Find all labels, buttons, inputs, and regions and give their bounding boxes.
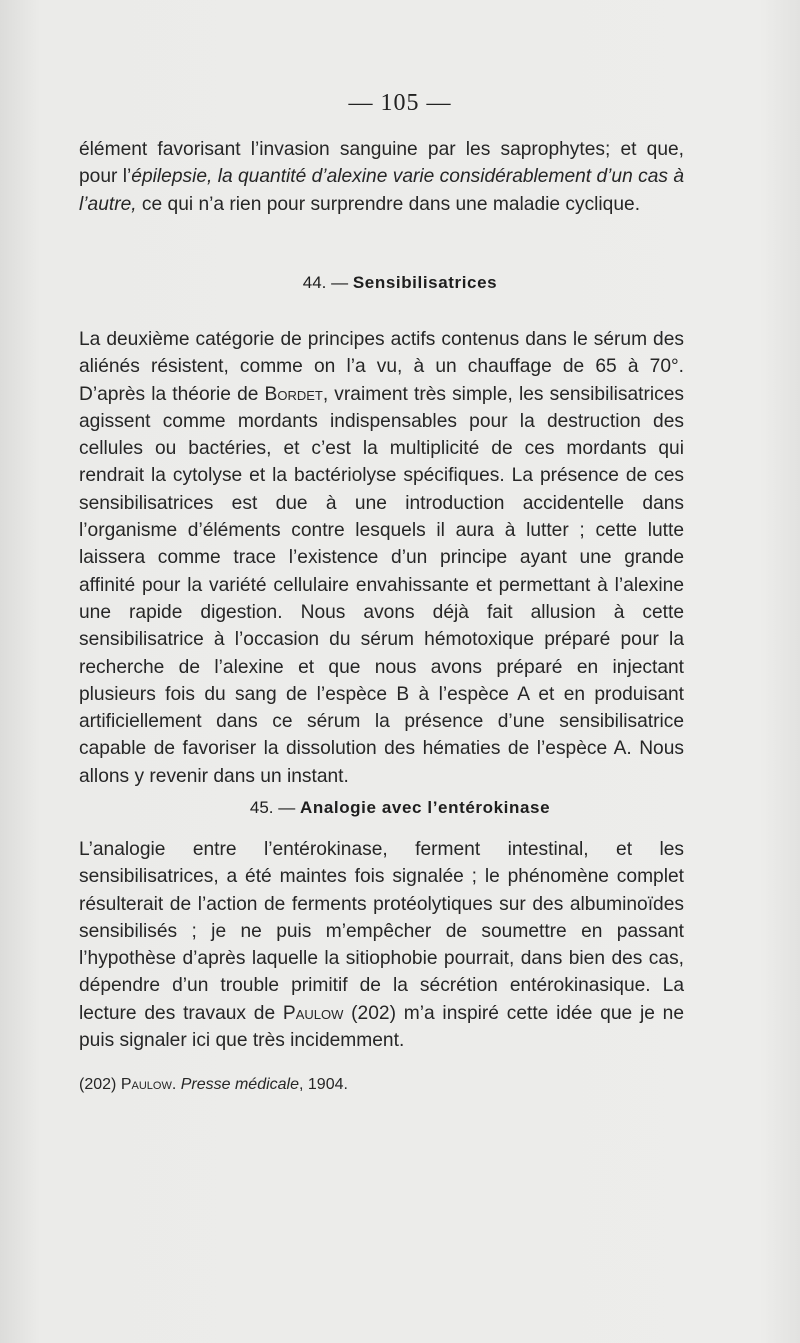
section-45-title: Analogie avec l’entérokinase	[299, 798, 551, 817]
paragraph-3-author: Paulow	[282, 1002, 344, 1024]
paragraph-2	[79, 326, 684, 790]
footnote-author: Paulow	[120, 1076, 172, 1093]
paragraph-1-text-a: élément favorisant l’invasion sanguine par les saprophytes; et que, pour l’	[79, 139, 684, 188]
footnote-journal: Presse médicale	[180, 1076, 300, 1093]
section-44-heading	[0, 272, 800, 294]
paragraph-3-text-a: L’analogie entre l’entérokinase, ferment intestinal, et les sensibilisatrices, a été maintes fois signalée ; le phénomène complet résulterait de l’action de ferments protéolytiques sur des albuminoïdes sensibilisés ; je ne puis m’empêcher de soumettre en passant l’hypothèse d’après laquelle la sitiophobie pourrait, dans bien des cas, dépendre d’un trouble primitif de la sécrétion entérokinasique. La lecture des travaux de	[79, 839, 684, 1024]
footnote-separator: .	[171, 1076, 177, 1093]
section-45-number: 45. —	[249, 798, 296, 817]
section-44-number: 44. —	[302, 273, 349, 292]
section-45-heading	[0, 797, 800, 819]
page-number: — 105 —	[348, 90, 452, 116]
section-44-title: Sensibilisatrices	[352, 273, 498, 292]
footnote	[79, 1075, 348, 1095]
footnote-ref: (202)	[79, 1076, 117, 1093]
paragraph-2-text-a: La deuxième catégorie de principes actifs contenus dans le sérum des aliénés résistent, comme on l’a vu, à un chauffage de 65 à 70°. D’après la théorie de	[79, 329, 684, 405]
paragraph-1	[79, 136, 684, 218]
paragraph-2-author: Bordet	[264, 383, 323, 405]
paragraph-1-text-b: ce qui n’a rien pour surprendre dans une maladie cyclique.	[136, 193, 641, 215]
footnote-year: , 1904.	[299, 1076, 348, 1093]
paragraph-1-italic: épilepsie, la quantité d’alexine varie considérablement d’un cas à l’autre,	[79, 166, 684, 215]
paragraph-3-text-b: (202) m’a inspiré cette idée que je ne puis signaler ici que très incidemment.	[79, 1002, 684, 1052]
paragraph-3	[79, 836, 684, 1054]
paragraph-2-text-b: , vraiment très simple, les sensibilisatrices agissent comme mordants indispensables pour la destruction des cellules ou bactéries, et c’est la multiplicité de ces mordants qui rendrait la cytolyse et la bactériolyse spécifiques. La présence de ces sensibilisatrices est due à une introduction accidentelle dans l’organisme d’éléments contre lesquels il aura à lutter ; cette lutte laissera comme trace l’existence d’un principe ayant une grande affinité pour la variété cellulaire envahissante et permettant à l’alexine une rapide digestion. Nous avons déjà fait allusion à cette sensibilisatrice à l’occasion du sérum hémotoxique préparé pour la recherche de l’alexine et que nous avons préparé en injectant plusieurs fois du sang de l’espèce B à l’espèce A et en produisant artificiellement dans ce sérum la présence d’une sensibilisatrice capable de favoriser la dissolution des hématies de l’espèce A. Nous allons y revenir dans un instant.	[79, 383, 684, 787]
